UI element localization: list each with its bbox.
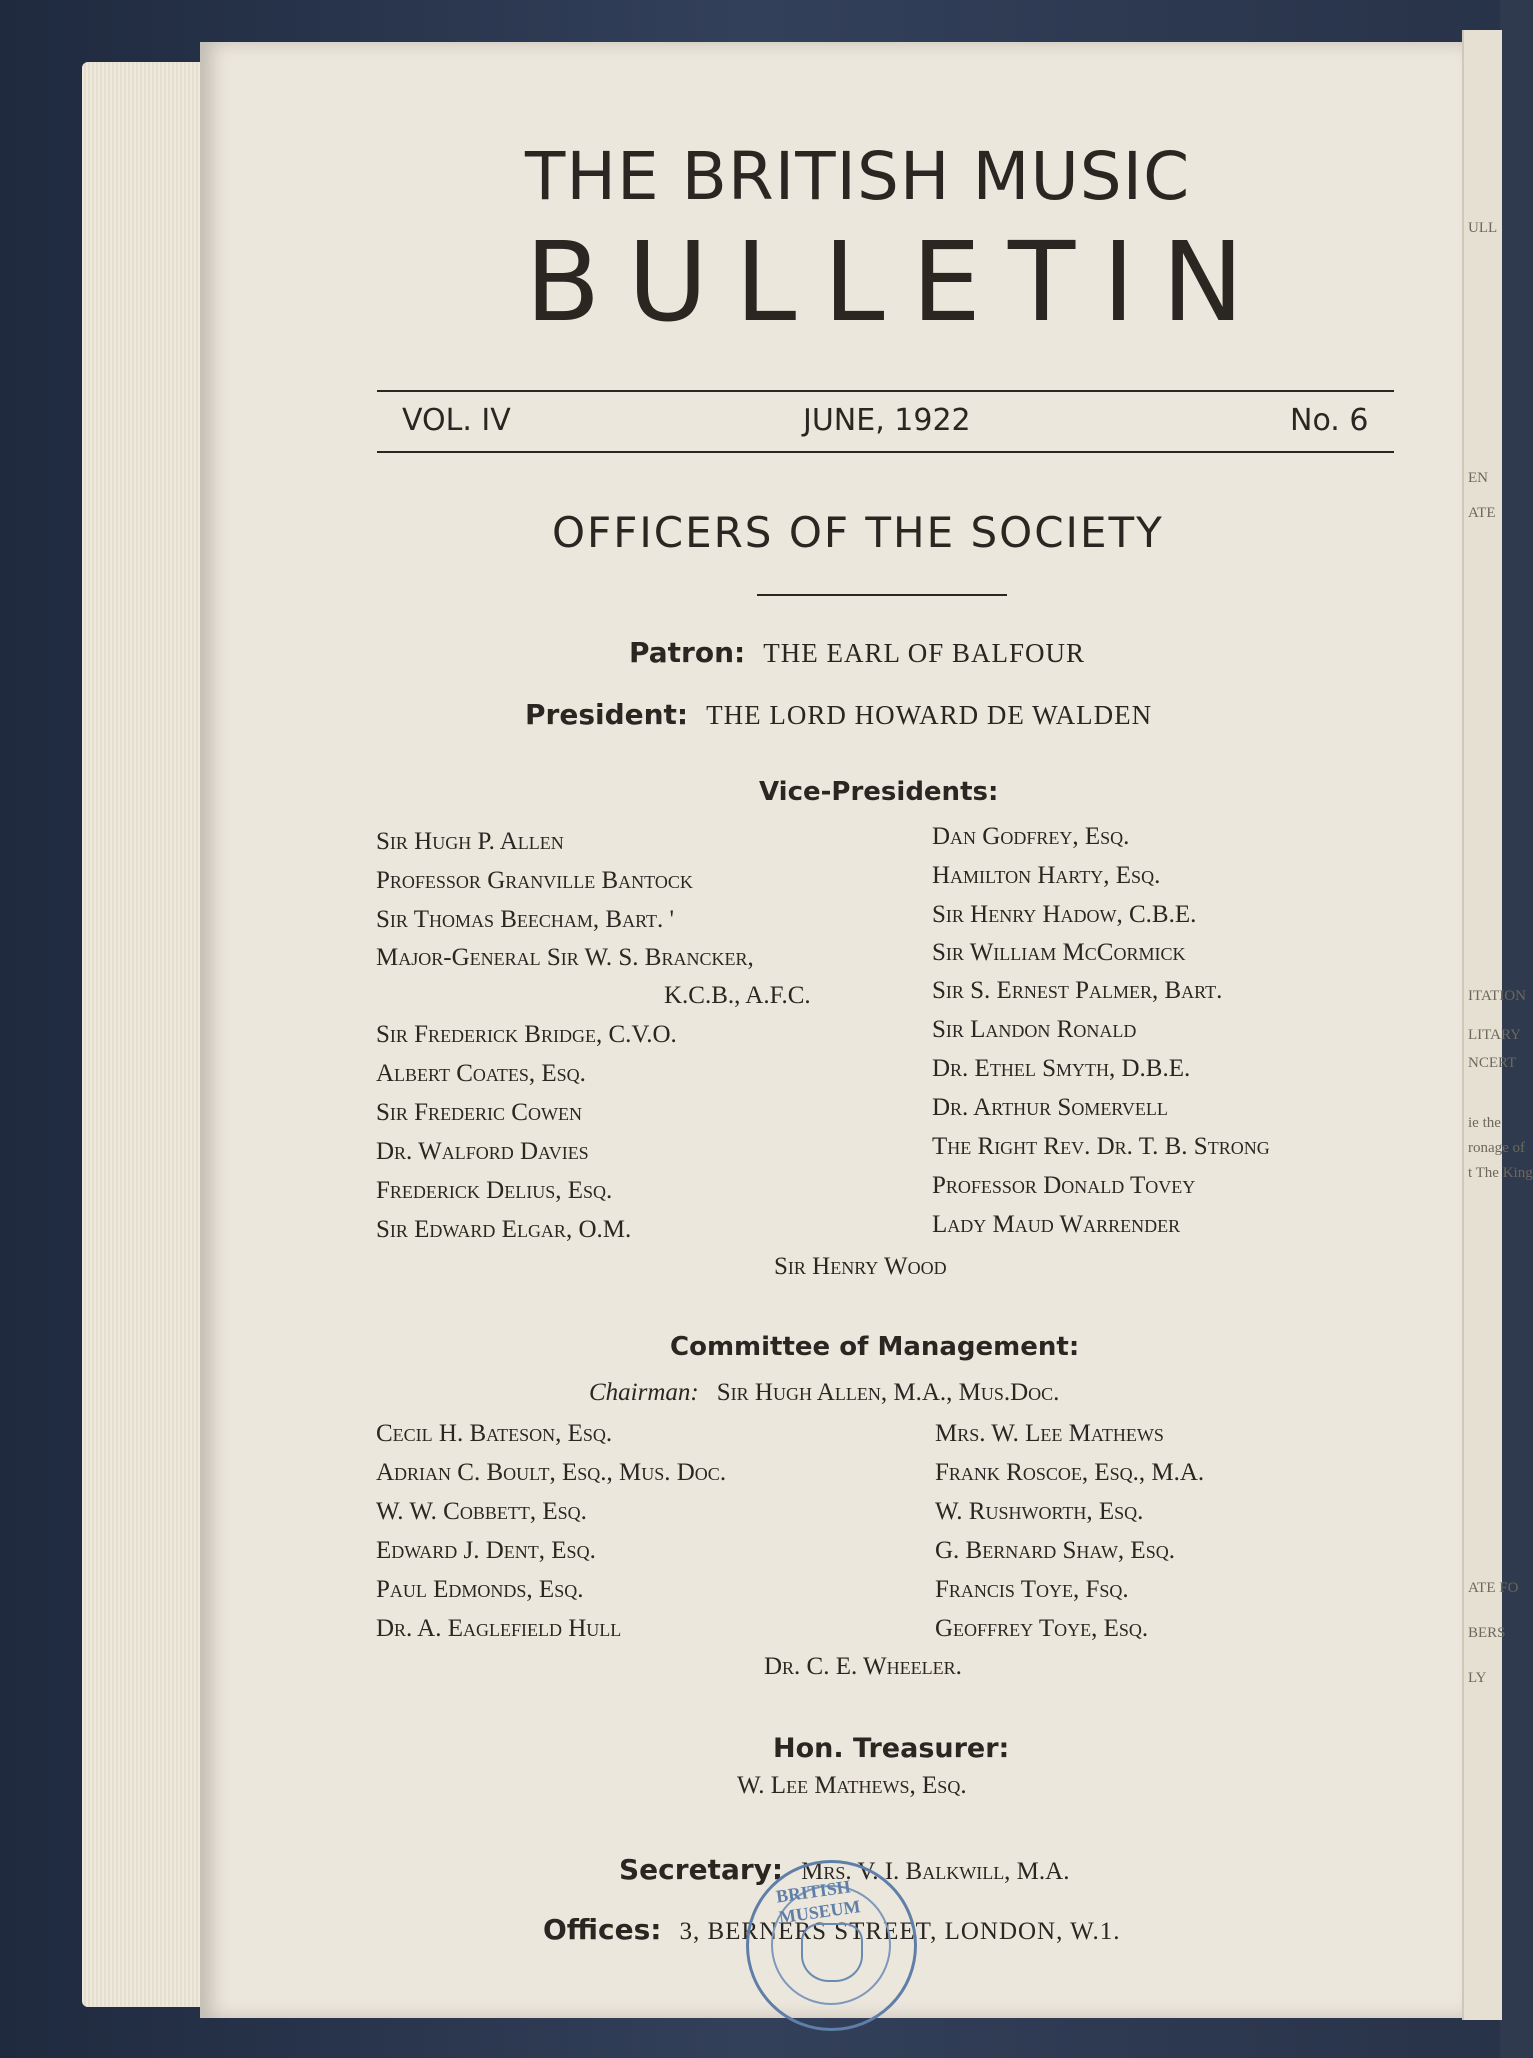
list-item: Edward J. Dent, Esq. — [376, 1537, 596, 1564]
list-item: The Right Rev. Dr. T. B. Strong — [932, 1133, 1270, 1160]
patron-line — [629, 636, 1085, 669]
list-item: Sir S. Ernest Palmer, Bart. — [932, 977, 1223, 1004]
list-item: Sir Thomas Beecham, Bart. ' — [376, 906, 675, 933]
bleed-text: EN — [1468, 470, 1488, 486]
list-item: Adrian C. Boult, Esq., Mus. Doc. — [376, 1459, 727, 1486]
secretary-label: Secretary: — [619, 1853, 784, 1886]
section-heading: OFFICERS OF THE SOCIETY — [552, 508, 1164, 557]
list-item: Frank Roscoe, Esq., M.A. — [935, 1459, 1205, 1486]
issue-number: No. 6 — [1290, 403, 1369, 438]
list-item: Albert Coates, Esq. — [376, 1060, 586, 1087]
stamp-text: BRITISH MUSEUM — [774, 1876, 862, 1928]
bleed-text: BERS — [1468, 1625, 1506, 1641]
list-item: Dr. Ethel Smyth, D.B.E. — [932, 1055, 1191, 1082]
bleed-text: ronage of — [1468, 1140, 1526, 1156]
page-stack-edge — [82, 62, 202, 2007]
patron-name: THE EARL OF BALFOUR — [763, 638, 1085, 668]
list-item: Lady Maud Warrender — [932, 1211, 1181, 1238]
bleed-text: ATE FO — [1468, 1580, 1519, 1596]
list-item: Dr. Walford Davies — [376, 1138, 589, 1165]
offices-label: Offices: — [543, 1913, 662, 1946]
bleed-text: LY — [1468, 1670, 1487, 1686]
adjacent-page — [1462, 30, 1533, 2020]
list-item: Professor Granville Bantock — [376, 867, 693, 894]
list-item: Sir Edward Elgar, O.M. — [376, 1216, 632, 1243]
list-item: Sir Frederic Cowen — [376, 1099, 582, 1126]
list-item: Mrs. W. Lee Mathews — [935, 1420, 1164, 1447]
bleed-text: t The King — [1468, 1165, 1533, 1181]
president-label: President: — [525, 698, 689, 731]
bleed-text: NCERT — [1468, 1055, 1517, 1071]
list-item: Sir Frederick Bridge, C.V.O. — [376, 1021, 677, 1048]
masthead-title: THE BRITISH MUSIC — [525, 138, 1191, 215]
patron-label: Patron: — [629, 636, 746, 669]
volume-label: VOL. IV — [402, 403, 511, 438]
bleed-text: ITATION — [1468, 988, 1526, 1004]
masthead-bulletin: BULLETIN — [525, 218, 1271, 346]
list-item: Major-General Sir W. S. Brancker, — [376, 944, 754, 971]
committee-label: Committee of Management: — [670, 1332, 1080, 1362]
treasurer-label: Hon. Treasurer: — [773, 1733, 1010, 1764]
list-item: Dr. C. E. Wheeler. — [764, 1653, 962, 1680]
list-item: Dr. A. Eaglefield Hull — [376, 1615, 622, 1642]
list-item: Francis Toye, Fsq. — [935, 1576, 1129, 1603]
library-stamp — [746, 1860, 917, 2031]
list-item: W. W. Cobbett, Esq. — [376, 1498, 587, 1525]
bleed-text: ie the — [1468, 1115, 1501, 1131]
treasurer-name: W. Lee Mathews, Esq. — [737, 1772, 967, 1799]
list-item: W. Rushworth, Esq. — [935, 1498, 1144, 1525]
list-item: Sir Hugh P. Allen — [376, 828, 564, 855]
chairman-label: Chairman: — [589, 1379, 699, 1406]
masthead-rule-bottom — [377, 451, 1394, 453]
list-item: Cecil H. Bateson, Esq. — [376, 1420, 613, 1447]
masthead-rule-top — [377, 390, 1394, 392]
president-name: THE LORD HOWARD DE WALDEN — [706, 700, 1153, 730]
list-item: Frederick Delius, Esq. — [376, 1177, 613, 1204]
list-item: Sir Henry Wood — [774, 1253, 947, 1280]
list-item: Sir Henry Hadow, C.B.E. — [932, 901, 1197, 928]
vice-presidents-label: Vice-Presidents: — [759, 777, 999, 807]
list-item: K.C.B., A.F.C. — [664, 982, 811, 1009]
chairman-line — [589, 1379, 1059, 1407]
bleed-text: LITARY — [1468, 1027, 1521, 1043]
president-line — [525, 698, 1152, 731]
list-item: Professor Donald Tovey — [932, 1172, 1196, 1199]
list-item: Dr. Arthur Somervell — [932, 1094, 1168, 1121]
heading-underline — [757, 594, 1007, 596]
chairman-name: Sir Hugh Allen, M.A., Mus.Doc. — [716, 1379, 1060, 1406]
list-item: Dan Godfrey, Esq. — [932, 823, 1130, 850]
list-item: Sir Landon Ronald — [932, 1016, 1137, 1043]
list-item: Hamilton Harty, Esq. — [932, 862, 1161, 889]
issue-date: JUNE, 1922 — [803, 403, 971, 438]
list-item: G. Bernard Shaw, Esq. — [935, 1537, 1175, 1564]
list-item: Paul Edmonds, Esq. — [376, 1576, 584, 1603]
list-item: Sir William McCormick — [932, 939, 1186, 966]
stamp-crest-icon — [801, 1923, 863, 1982]
bleed-text: ATE — [1468, 505, 1496, 521]
bleed-text: ULL — [1468, 220, 1498, 236]
list-item: Geoffrey Toye, Esq. — [935, 1615, 1149, 1642]
offices-address: 3, BERNERS STREET, LONDON, W.1. — [679, 1918, 1121, 1945]
secretary-name: Mrs. V. I. Balkwill, M.A. — [801, 1858, 1070, 1885]
